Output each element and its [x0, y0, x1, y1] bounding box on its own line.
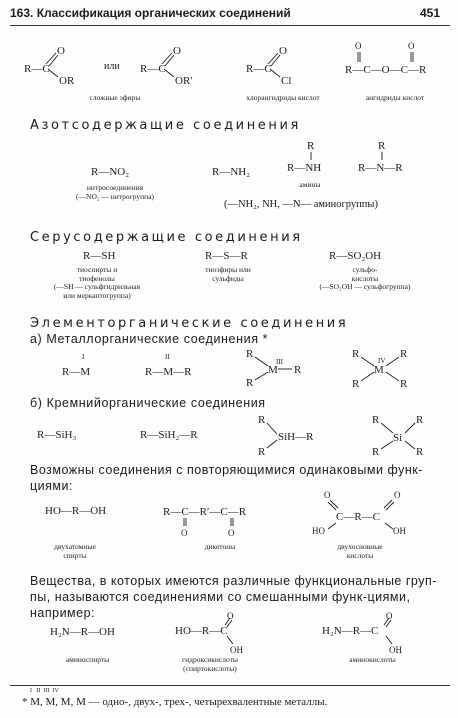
svg-text:R—C—R′—C—R: R—C—R′—C—R — [163, 506, 247, 518]
svg-text:OR: OR — [59, 75, 75, 87]
aminoalcohol-formula: H₂N—R—OH — [50, 626, 115, 638]
svg-text:O: O — [173, 45, 181, 57]
svg-text:O: O — [279, 45, 287, 57]
svg-text:II: II — [165, 353, 170, 361]
sulfo-caption: сульфо- кислоты (—SO₂OH — сульфогруппа) — [319, 265, 411, 291]
svg-text:R: R — [294, 364, 302, 376]
svg-text:R: R — [246, 377, 254, 389]
aminoacid-caption: аминокислоты — [349, 655, 396, 664]
diacid-caption: двухосновные кислоты — [337, 542, 383, 560]
sulfide-formula: R—S—R — [205, 250, 248, 262]
svg-text:H₂N—R—C: H₂N—R—C — [322, 625, 379, 637]
svg-text:R: R — [352, 348, 360, 360]
svg-text:R: R — [307, 140, 315, 152]
svg-text:O: O — [386, 611, 393, 621]
sulfur-heading: Серусодержащие соединения — [30, 230, 303, 245]
amino-groups: (—NH₂, NH, —N— аминогруппы) — [224, 199, 378, 210]
nitrogen-heading: Азотсодержащие соединения — [30, 118, 301, 133]
svg-text:O: O — [228, 528, 235, 538]
metal-4 — [350, 345, 420, 395]
sulfo-formula: R—SO₂OH — [329, 250, 382, 262]
svg-text:R—M—R: R—M—R — [145, 366, 192, 378]
svg-text:O: O — [324, 490, 331, 500]
diacid-structure — [310, 490, 420, 540]
svg-text:III: III — [276, 358, 283, 366]
nitro-formula: R—NO₂ — [91, 166, 130, 178]
svg-text:OH: OH — [230, 645, 243, 655]
ester-structure-2 — [140, 45, 220, 85]
svg-text:Si: Si — [393, 432, 403, 444]
or-word: или — [104, 61, 120, 72]
aminoacid-structure — [322, 612, 422, 657]
nitro-caption: нитросоединения (—NO₂ — нитрогруппа) — [76, 183, 154, 201]
svg-text:O: O — [355, 41, 362, 51]
metal-subheading: а) Металлорганические соединения * — [30, 332, 269, 346]
svg-text:O: O — [57, 45, 65, 57]
metal-2 — [145, 353, 215, 383]
svg-text:IV: IV — [378, 357, 386, 365]
svg-text:R: R — [372, 446, 380, 458]
svg-text:R: R — [372, 414, 380, 426]
thiol-caption: тиоспирты и тиофенолы (—SH — сульфгидрильная или меркаптогруппа) — [53, 265, 141, 300]
svg-text:R: R — [400, 378, 408, 390]
thiol-formula: R—SH — [83, 250, 116, 262]
diketone-structure — [163, 498, 273, 543]
svg-text:O: O — [408, 41, 415, 51]
svg-text:HO: HO — [312, 526, 325, 536]
svg-text:R—N—R: R—N—R — [358, 162, 403, 174]
header-rule — [10, 25, 450, 26]
svg-text:R: R — [258, 414, 266, 426]
hydroxyacid-structure — [175, 612, 265, 657]
svg-text:OH: OH — [393, 526, 406, 536]
silane-2: R—SiH₂—R — [140, 429, 198, 441]
svg-text:R—NH: R—NH — [287, 162, 322, 174]
svg-text:OR′: OR′ — [175, 75, 193, 87]
svg-text:R: R — [378, 140, 386, 152]
silane-1: R—SiH₃ — [37, 429, 77, 441]
running-header: 163. Классификация органических соединений — [10, 6, 291, 20]
acyl-chloride-caption: хлорангидриды кислот — [246, 93, 320, 102]
svg-text:R: R — [416, 446, 424, 458]
silane-4 — [370, 413, 450, 463]
svg-text:R: R — [400, 348, 408, 360]
svg-text:M: M — [374, 364, 384, 376]
svg-text:R—C—O—C—R: R—C—O—C—R — [345, 64, 427, 76]
svg-text:C—R—C: C—R—C — [336, 511, 381, 523]
amines-caption: амины — [299, 180, 321, 189]
svg-text:R—C: R—C — [140, 63, 166, 75]
svg-text:I: I — [82, 353, 85, 361]
silicon-subheading: б) Кремнийорганические соединения — [30, 396, 266, 410]
diketone-caption: дикетоны — [204, 542, 236, 551]
svg-text:Cl: Cl — [281, 75, 292, 87]
svg-text:OH: OH — [389, 645, 402, 655]
aminoalcohol-caption: аминоспирты — [65, 655, 110, 664]
page-number: 451 — [420, 6, 441, 20]
esters-caption: сложные эфиры — [89, 93, 141, 102]
svg-text:M: M — [268, 364, 278, 376]
svg-text:R—C: R—C — [24, 63, 50, 75]
svg-text:R: R — [258, 446, 266, 458]
mixed-text: Вещества, в которых имеются различные функциональные груп-пы, называются соединениями со смешанными функ-циями, например: — [30, 574, 437, 620]
ester-structure — [24, 45, 104, 85]
svg-text:R—C: R—C — [246, 63, 272, 75]
silane-3 — [256, 413, 336, 463]
svg-text:R: R — [352, 378, 360, 390]
metal-3 — [244, 345, 314, 395]
diol-formula: HO—R—OH — [45, 505, 107, 517]
svg-text:O: O — [181, 528, 188, 538]
metal-1 — [62, 353, 112, 383]
primary-amine: R—NH₂ — [212, 166, 251, 178]
anhydride-caption: ангидриды кислот — [365, 93, 425, 102]
footnote-rule — [10, 685, 450, 686]
svg-text:O: O — [394, 490, 401, 500]
svg-text:R: R — [246, 348, 254, 360]
svg-text:HO—R—C: HO—R—C — [175, 625, 228, 637]
anhydride-structure — [345, 41, 455, 85]
footnote-text: * M, M, M, M — одно-, двух-, трех-, четырехвалентные металлы. — [22, 696, 328, 708]
footnote-valence-marks: I II III IV — [30, 688, 59, 694]
tertiary-amine — [358, 140, 428, 190]
svg-text:O: O — [227, 611, 234, 621]
svg-text:SiH—R: SiH—R — [278, 431, 314, 443]
sulfide-caption: тиоэфиры или сульфиды — [205, 265, 251, 283]
acyl-chloride-structure — [246, 45, 316, 85]
diol-caption: двухатомные спирты — [54, 542, 96, 560]
svg-text:R—M: R—M — [62, 366, 91, 378]
repeating-text: Возможны соединения с повторяющимися одинаковыми функ-циями: — [30, 463, 423, 493]
organoelement-heading: Элементорганические соединения — [30, 316, 349, 331]
hydroxyacid-caption: гидроксикислоты (спиртокислоты) — [182, 655, 238, 673]
svg-text:R: R — [416, 414, 424, 426]
